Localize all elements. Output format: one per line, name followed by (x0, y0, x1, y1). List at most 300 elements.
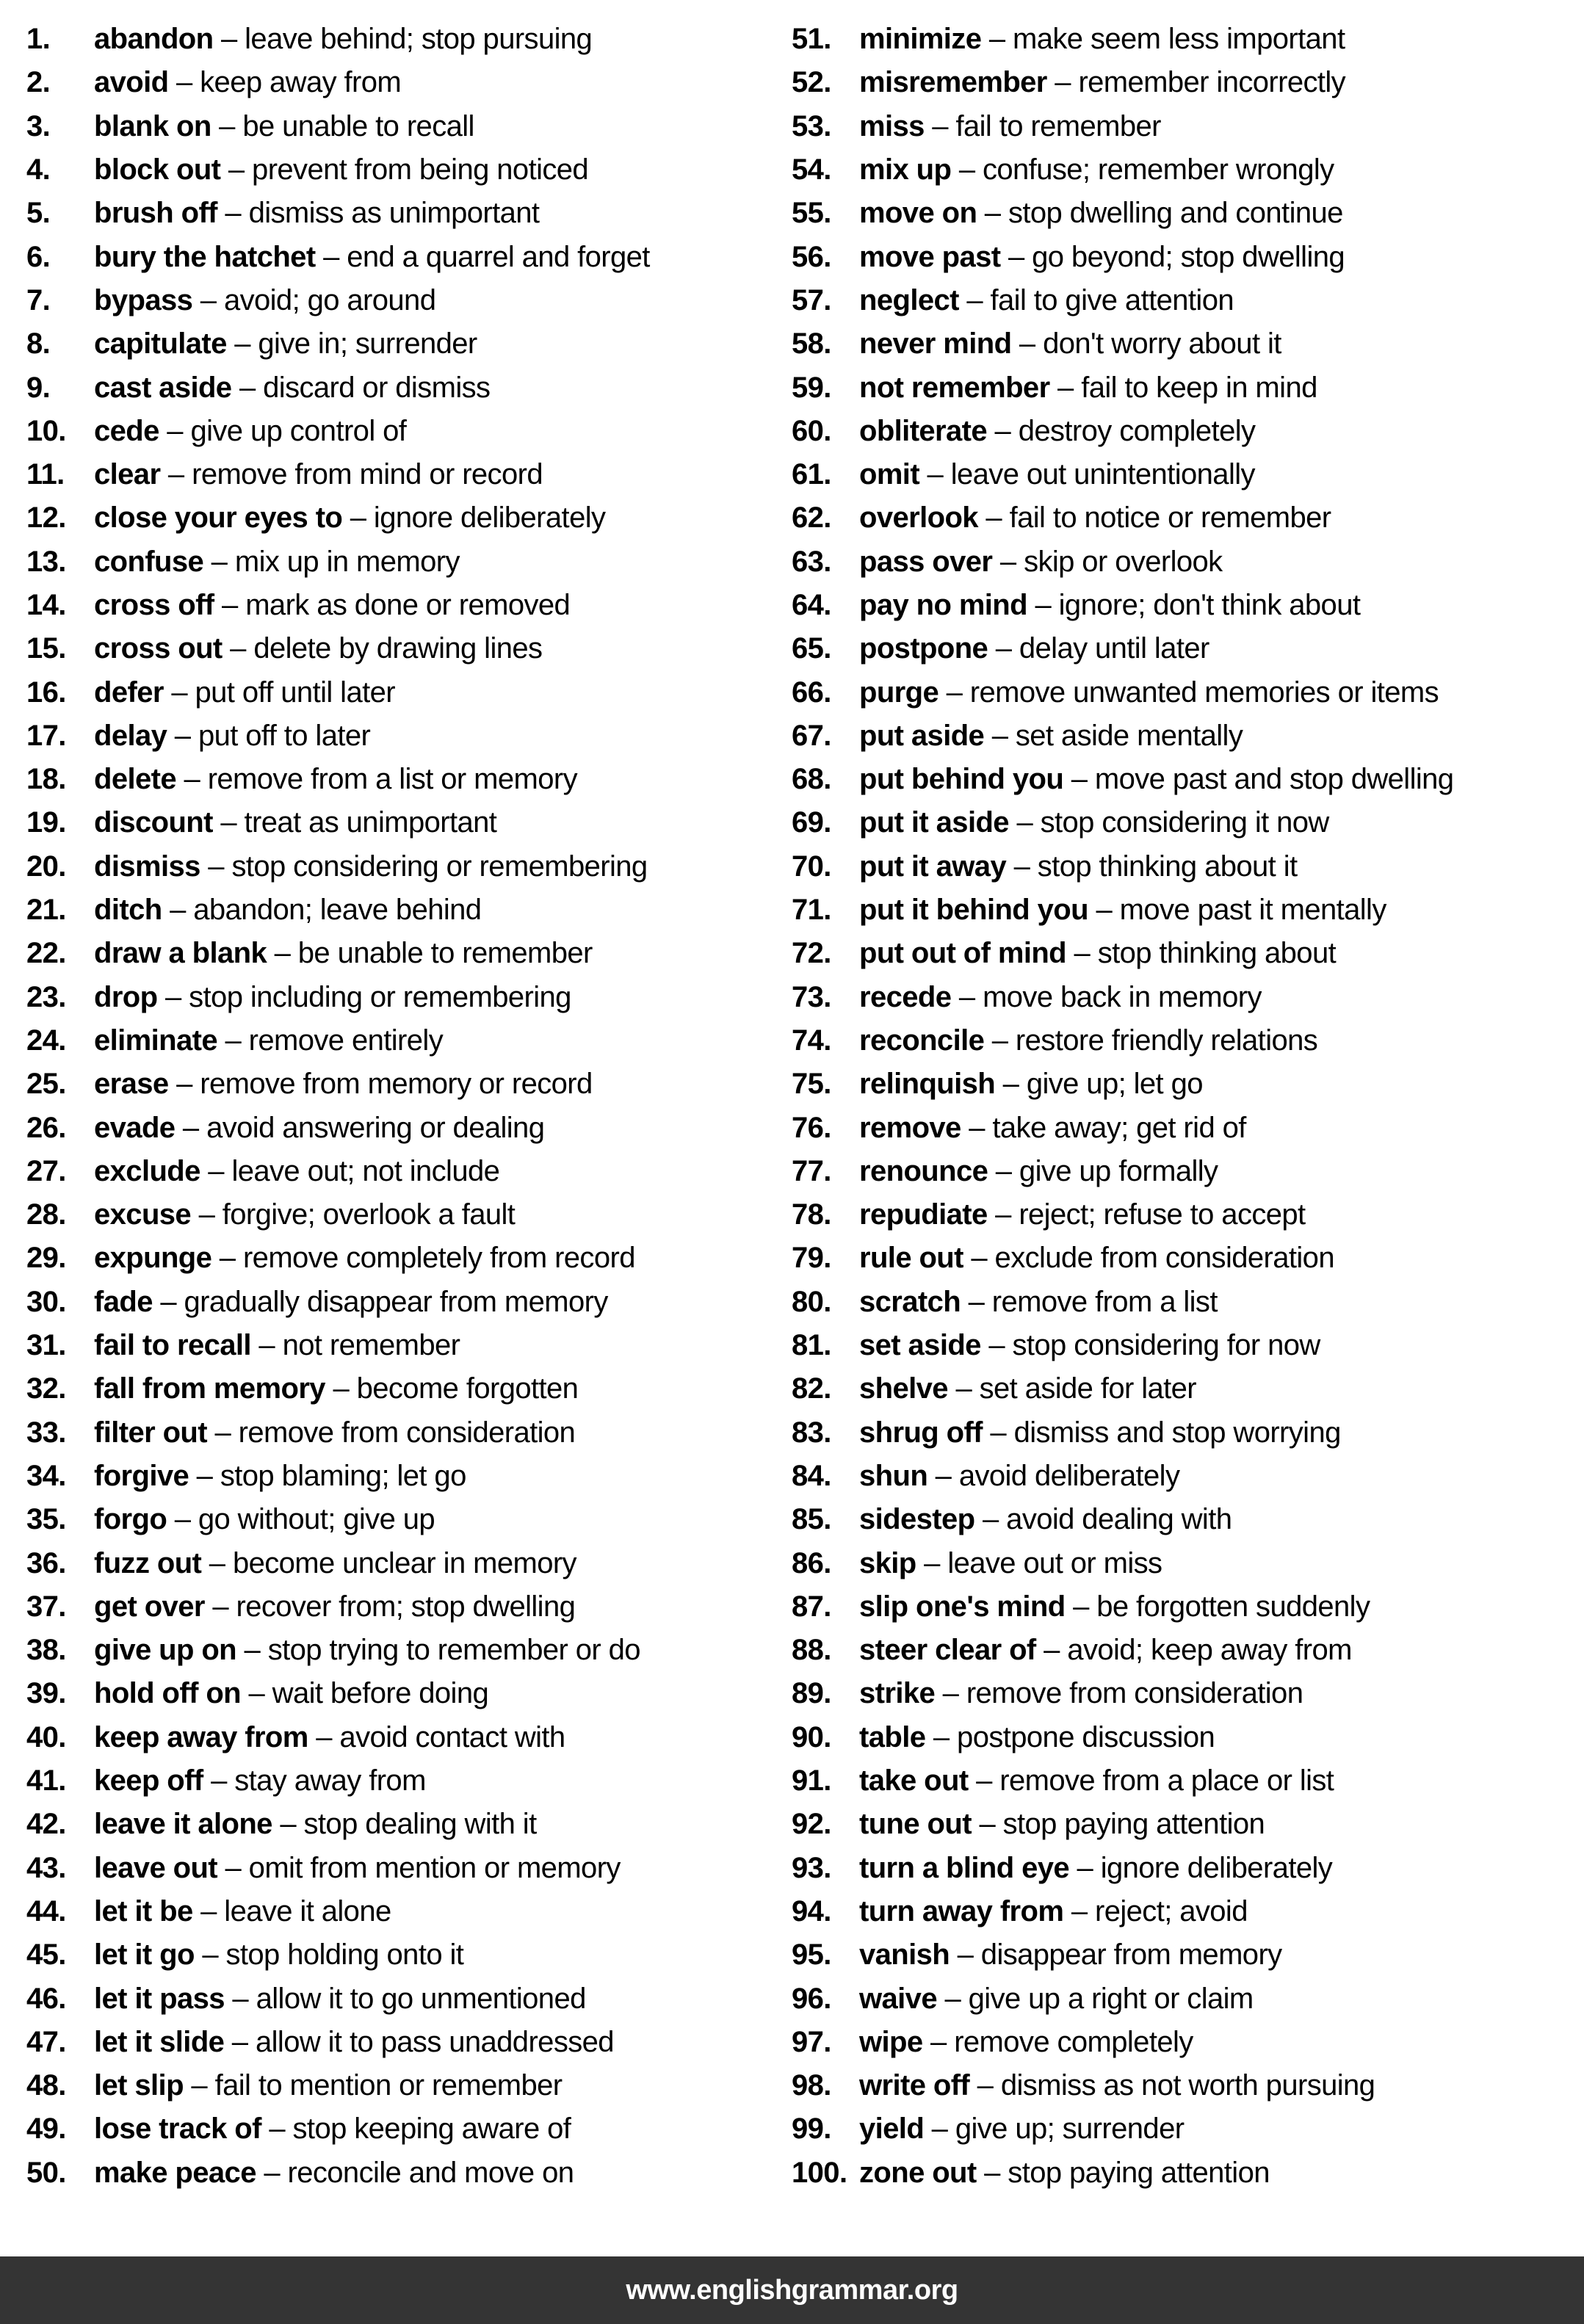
item-number: 62. (792, 502, 831, 535)
item-number: 19. (26, 806, 66, 839)
item-text (94, 720, 370, 753)
item-text (859, 1242, 1334, 1275)
list-item (26, 279, 790, 322)
item-text (94, 1634, 640, 1667)
list-item (26, 2107, 790, 2151)
item-number: 8. (26, 327, 51, 361)
item-number: 21. (26, 894, 66, 927)
list-item (792, 496, 1584, 540)
item-definition: – stop blaming; let go (189, 1459, 466, 1492)
item-text (859, 1416, 1341, 1449)
item-text (859, 589, 1360, 622)
item-text (94, 197, 539, 230)
list-item (26, 2021, 790, 2064)
item-text (859, 1068, 1203, 1101)
item-term: close your eyes to (94, 502, 343, 535)
item-definition: – omit from mention or memory (217, 1851, 621, 1884)
item-definition: – reject; refuse to accept (987, 1198, 1306, 1231)
item-text (859, 806, 1329, 839)
item-term: put it aside (859, 806, 1009, 839)
list-item (792, 1324, 1584, 1367)
item-definition: – leave out; not include (200, 1154, 500, 1187)
item-definition: – give up control of (159, 414, 407, 447)
item-term: bury the hatchet (94, 240, 316, 273)
item-definition: – stop trying to remember or do (236, 1634, 640, 1667)
list-item (792, 1933, 1584, 1977)
item-text (859, 372, 1317, 405)
list-item (792, 18, 1584, 61)
item-term: neglect (859, 283, 959, 316)
item-number: 42. (26, 1808, 66, 1841)
item-text (94, 894, 481, 927)
item-term: remove (859, 1111, 961, 1144)
item-term: fall from memory (94, 1372, 325, 1405)
list-item (792, 1977, 1584, 2020)
item-definition: – remove completely from record (211, 1242, 635, 1275)
item-text (94, 632, 542, 665)
item-definition: – mark as done or removed (214, 589, 571, 621)
item-text (859, 153, 1334, 187)
item-term: eliminate (94, 1024, 217, 1057)
item-number: 2. (26, 66, 51, 99)
item-term: minimize (859, 23, 982, 56)
item-number: 7. (26, 283, 51, 316)
item-term: turn a blind eye (859, 1851, 1070, 1884)
item-definition: – be unable to recall (211, 109, 474, 142)
item-definition: – allow it to go unmentioned (224, 1982, 586, 2015)
item-term: evade (94, 1111, 176, 1144)
item-number: 98. (792, 2069, 831, 2102)
list-item (26, 1106, 790, 1149)
list-item (792, 1411, 1584, 1455)
list-item (26, 670, 790, 714)
item-text (94, 1416, 575, 1449)
item-text (859, 197, 1343, 230)
list-item (792, 1541, 1584, 1585)
item-text (859, 1024, 1317, 1057)
item-term: ditch (94, 894, 162, 927)
item-text (859, 2026, 1193, 2059)
item-definition: – give up formally (988, 1154, 1218, 1187)
item-definition: – keep away from (168, 66, 402, 99)
item-term: tune out (859, 1808, 972, 1841)
item-term: fuzz out (94, 1546, 202, 1579)
list-item (26, 18, 790, 61)
list-item (792, 235, 1584, 278)
item-text (94, 1503, 435, 1536)
item-text (94, 1808, 537, 1841)
item-definition: – stop paying attention (971, 1808, 1265, 1841)
list-item (792, 453, 1584, 496)
item-term: forgive (94, 1459, 189, 1492)
list-item (792, 1716, 1584, 1759)
item-text (859, 632, 1209, 665)
item-definition: – reconcile and move on (256, 2156, 574, 2189)
item-definition: – become forgotten (325, 1372, 579, 1405)
item-term: dismiss (94, 850, 200, 883)
item-term: put behind you (859, 763, 1064, 796)
definition-list-right (792, 18, 1584, 2195)
item-number: 85. (792, 1503, 831, 1536)
item-number: 34. (26, 1459, 66, 1492)
item-term: fail to recall (94, 1329, 251, 1362)
item-term: bypass (94, 283, 193, 316)
item-text (859, 894, 1386, 927)
item-text (859, 1983, 1254, 2016)
item-text (859, 1112, 1246, 1145)
list-item (26, 932, 790, 975)
item-term: abandon (94, 23, 214, 56)
item-definition: – ignore deliberately (1069, 1851, 1333, 1884)
item-text (859, 720, 1243, 753)
item-term: move on (859, 197, 977, 230)
item-definition: – give in; surrender (226, 327, 477, 361)
item-definition: – skip or overlook (992, 545, 1223, 578)
item-definition: – fail to notice or remember (977, 502, 1331, 535)
item-definition: – stop thinking about it (1006, 850, 1298, 883)
item-definition: – stop including or remembering (157, 980, 571, 1013)
item-term: leave it alone (94, 1808, 272, 1841)
item-definition: – fail to mention or remember (183, 2069, 563, 2102)
item-term: put aside (859, 719, 985, 752)
item-number: 97. (792, 2025, 831, 2058)
list-item (26, 801, 790, 844)
item-number: 9. (26, 371, 51, 404)
item-term: filter out (94, 1416, 207, 1449)
item-definition: – move past it mentally (1088, 894, 1386, 927)
item-text (94, 284, 435, 317)
item-definition: – leave out or miss (916, 1546, 1162, 1579)
item-term: erase (94, 1068, 169, 1101)
item-definition: – delete by drawing lines (222, 632, 543, 665)
item-text (94, 1895, 391, 1928)
item-number: 100. (792, 2156, 847, 2189)
item-term: block out (94, 153, 221, 187)
item-number: 29. (26, 1242, 66, 1275)
item-text (859, 1764, 1334, 1798)
list-item (26, 1629, 790, 1672)
item-number: 25. (26, 1068, 66, 1101)
item-term: excuse (94, 1198, 192, 1231)
item-text (94, 1024, 443, 1057)
item-definition: – forgive; overlook a fault (191, 1198, 516, 1231)
item-number: 63. (792, 545, 831, 578)
list-item (26, 366, 790, 409)
item-term: shun (859, 1459, 928, 1492)
list-item (792, 1237, 1584, 1280)
item-term: defer (94, 676, 164, 709)
item-term: move past (859, 240, 1001, 273)
item-term: sidestep (859, 1503, 975, 1536)
item-term: exclude (94, 1154, 200, 1187)
item-term: blank on (94, 109, 211, 142)
item-term: pass over (859, 545, 993, 578)
item-term: reconcile (859, 1024, 985, 1057)
list-item (792, 2021, 1584, 2064)
item-definition: – recover from; stop dwelling (204, 1590, 576, 1623)
item-term: clear (94, 458, 161, 491)
list-item (792, 2107, 1584, 2151)
item-number: 28. (26, 1198, 66, 1231)
item-definition: – remove from a place or list (968, 1764, 1334, 1798)
item-term: fade (94, 1285, 153, 1318)
list-item (26, 235, 790, 278)
item-term: let slip (94, 2069, 184, 2102)
list-item (792, 845, 1584, 888)
list-item (26, 1367, 790, 1411)
item-term: mix up (859, 153, 952, 187)
list-item (792, 1367, 1584, 1411)
item-term: miss (859, 109, 925, 142)
list-item (26, 540, 790, 584)
item-text (94, 806, 496, 839)
item-text (859, 2069, 1375, 2102)
item-term: write off (859, 2069, 970, 2102)
list-item (26, 453, 790, 496)
item-term: keep away from (94, 1720, 308, 1753)
item-definition: – avoid dealing with (974, 1503, 1232, 1536)
item-text (94, 2113, 571, 2146)
item-text (94, 1721, 565, 1754)
item-definition: – give up; let go (995, 1068, 1203, 1101)
item-definition: – allow it to pass unaddressed (224, 2025, 614, 2058)
item-text (859, 502, 1331, 535)
item-term: lose track of (94, 2113, 261, 2146)
item-number: 23. (26, 980, 66, 1013)
item-definition: – fail to keep in mind (1049, 371, 1317, 404)
item-number: 26. (26, 1111, 66, 1144)
item-definition: – remove from a list or memory (176, 763, 577, 796)
item-number: 82. (792, 1372, 831, 1405)
item-text (859, 1808, 1265, 1841)
item-term: put it behind you (859, 894, 1088, 927)
item-number: 24. (26, 1024, 66, 1057)
item-number: 84. (792, 1459, 831, 1492)
item-term: shelve (859, 1372, 948, 1405)
item-definition: – be unable to remember (267, 937, 593, 970)
list-item (26, 1803, 790, 1846)
list-item (792, 540, 1584, 584)
item-text (94, 1764, 426, 1798)
item-term: leave out (94, 1851, 217, 1884)
item-term: renounce (859, 1154, 988, 1187)
item-text (859, 23, 1345, 56)
item-term: get over (94, 1590, 205, 1623)
item-number: 6. (26, 240, 51, 273)
item-number: 43. (26, 1851, 66, 1884)
item-definition: – restore friendly relations (984, 1024, 1318, 1057)
item-definition: – set aside mentally (984, 719, 1243, 752)
item-term: put it away (859, 850, 1007, 883)
item-term: hold off on (94, 1677, 241, 1710)
item-definition: – remove from consideration (206, 1416, 576, 1449)
item-definition: – give up a right or claim (936, 1982, 1254, 2015)
item-number: 17. (26, 719, 66, 752)
item-definition: – stay away from (203, 1764, 426, 1798)
item-definition: – stop paying attention (976, 2156, 1270, 2189)
list-item (792, 1846, 1584, 1889)
item-term: waive (859, 1982, 937, 2015)
item-text (94, 763, 577, 796)
item-term: keep off (94, 1764, 203, 1798)
item-definition: – dismiss and stop worrying (982, 1416, 1341, 1449)
item-number: 30. (26, 1285, 66, 1318)
item-text (94, 1112, 544, 1145)
item-number: 89. (792, 1677, 831, 1710)
item-definition: – wait before doing (240, 1677, 489, 1710)
item-term: cross out (94, 632, 223, 665)
item-text (94, 327, 477, 361)
item-text (94, 2026, 614, 2059)
item-definition: – avoid answering or dealing (175, 1111, 545, 1144)
list-item (792, 1193, 1584, 1237)
item-number: 45. (26, 1939, 66, 1972)
item-number: 65. (792, 632, 831, 665)
item-term: strike (859, 1677, 936, 1710)
list-item (792, 61, 1584, 104)
item-number: 49. (26, 2113, 66, 2146)
list-item (26, 1890, 790, 1933)
item-term: expunge (94, 1242, 212, 1275)
item-text (94, 1372, 578, 1405)
item-text (859, 1590, 1370, 1623)
item-text (859, 1460, 1179, 1493)
item-definition: – ignore deliberately (342, 502, 606, 535)
item-number: 92. (792, 1808, 831, 1841)
item-term: confuse (94, 545, 204, 578)
item-number: 55. (792, 197, 831, 230)
item-definition: – exclude from consideration (963, 1242, 1334, 1275)
item-term: omit (859, 458, 920, 491)
item-text (859, 1721, 1215, 1754)
item-definition: – reject; avoid (1063, 1894, 1248, 1927)
list-item (26, 410, 790, 453)
item-number: 87. (792, 1590, 831, 1623)
item-term: skip (859, 1546, 916, 1579)
item-number: 80. (792, 1285, 831, 1318)
item-number: 51. (792, 23, 831, 56)
item-number: 36. (26, 1546, 66, 1579)
item-term: purge (859, 676, 939, 709)
item-term: drop (94, 980, 158, 1013)
item-number: 91. (792, 1764, 831, 1798)
item-text (94, 372, 490, 405)
item-text (859, 546, 1223, 579)
item-definition: – give up; surrender (924, 2113, 1185, 2146)
item-definition: – stop dealing with it (272, 1808, 537, 1841)
item-text (94, 981, 571, 1014)
item-text (94, 66, 401, 99)
list-item (26, 1019, 790, 1063)
item-definition: – remove completely (922, 2025, 1193, 2058)
item-number: 47. (26, 2025, 66, 2058)
item-text (859, 1372, 1196, 1405)
item-term: let it pass (94, 1982, 225, 2015)
definition-list-left (26, 18, 790, 2195)
list-item (26, 1585, 790, 1629)
item-number: 64. (792, 589, 831, 621)
item-definition: – mix up in memory (203, 545, 460, 578)
list-item (26, 61, 790, 104)
list-item (26, 1237, 790, 1280)
list-item (792, 1629, 1584, 1672)
item-term: cross off (94, 589, 214, 621)
item-term: zone out (859, 2156, 977, 2189)
item-term: obliterate (859, 414, 988, 447)
item-number: 53. (792, 109, 831, 142)
item-definition: – postpone discussion (925, 1720, 1215, 1753)
item-definition: – end a quarrel and forget (315, 240, 650, 273)
list-item (26, 1541, 790, 1585)
item-term: table (859, 1720, 926, 1753)
item-number: 79. (792, 1242, 831, 1275)
item-term: discount (94, 806, 213, 839)
item-text (94, 676, 395, 709)
item-text (94, 1547, 576, 1580)
item-definition: – stop keeping aware of (261, 2113, 571, 2146)
item-number: 33. (26, 1416, 66, 1449)
item-text (94, 1677, 488, 1710)
list-item (792, 1498, 1584, 1541)
item-definition: – stop considering for now (980, 1329, 1320, 1362)
list-item (26, 2151, 790, 2195)
item-text (859, 241, 1345, 274)
list-item (792, 1759, 1584, 1803)
item-text (859, 1547, 1162, 1580)
item-text (94, 2069, 562, 2102)
item-number: 77. (792, 1154, 831, 1187)
list-item (792, 192, 1584, 235)
item-number: 1. (26, 23, 51, 56)
list-item (26, 1411, 790, 1455)
item-text (94, 23, 592, 56)
item-text (94, 589, 570, 622)
item-number: 3. (26, 109, 51, 142)
footer-url: www.englishgrammar.org (626, 2274, 958, 2306)
item-term: vanish (859, 1939, 950, 1972)
item-text (94, 1329, 460, 1362)
item-definition: – leave out unintentionally (919, 458, 1255, 491)
item-definition: – avoid; keep away from (1035, 1634, 1352, 1667)
item-definition: – gradually disappear from memory (152, 1285, 608, 1318)
item-number: 27. (26, 1154, 66, 1187)
list-item (26, 105, 790, 148)
item-definition: – destroy completely (987, 414, 1256, 447)
item-definition: – go without; give up (167, 1503, 435, 1536)
item-number: 54. (792, 153, 831, 187)
item-text (94, 1155, 499, 1188)
item-number: 68. (792, 763, 831, 796)
item-definition: – remove from consideration (935, 1677, 1303, 1710)
item-definition: – disappear from memory (950, 1939, 1282, 1972)
item-text (94, 1198, 515, 1231)
list-item (792, 148, 1584, 192)
item-text (859, 284, 1234, 317)
item-number: 66. (792, 676, 831, 709)
item-number: 32. (26, 1372, 66, 1405)
item-number: 14. (26, 589, 66, 621)
item-term: repudiate (859, 1198, 988, 1231)
item-definition: – be forgotten suddenly (1065, 1590, 1370, 1623)
list-item (792, 1106, 1584, 1149)
item-definition: – remove from a list (961, 1285, 1218, 1318)
list-item (792, 888, 1584, 932)
item-term: rule out (859, 1242, 963, 1275)
item-definition: – set aside for later (947, 1372, 1197, 1405)
list-item (26, 1455, 790, 1498)
item-number: 88. (792, 1634, 831, 1667)
item-term: slip one's mind (859, 1590, 1066, 1623)
